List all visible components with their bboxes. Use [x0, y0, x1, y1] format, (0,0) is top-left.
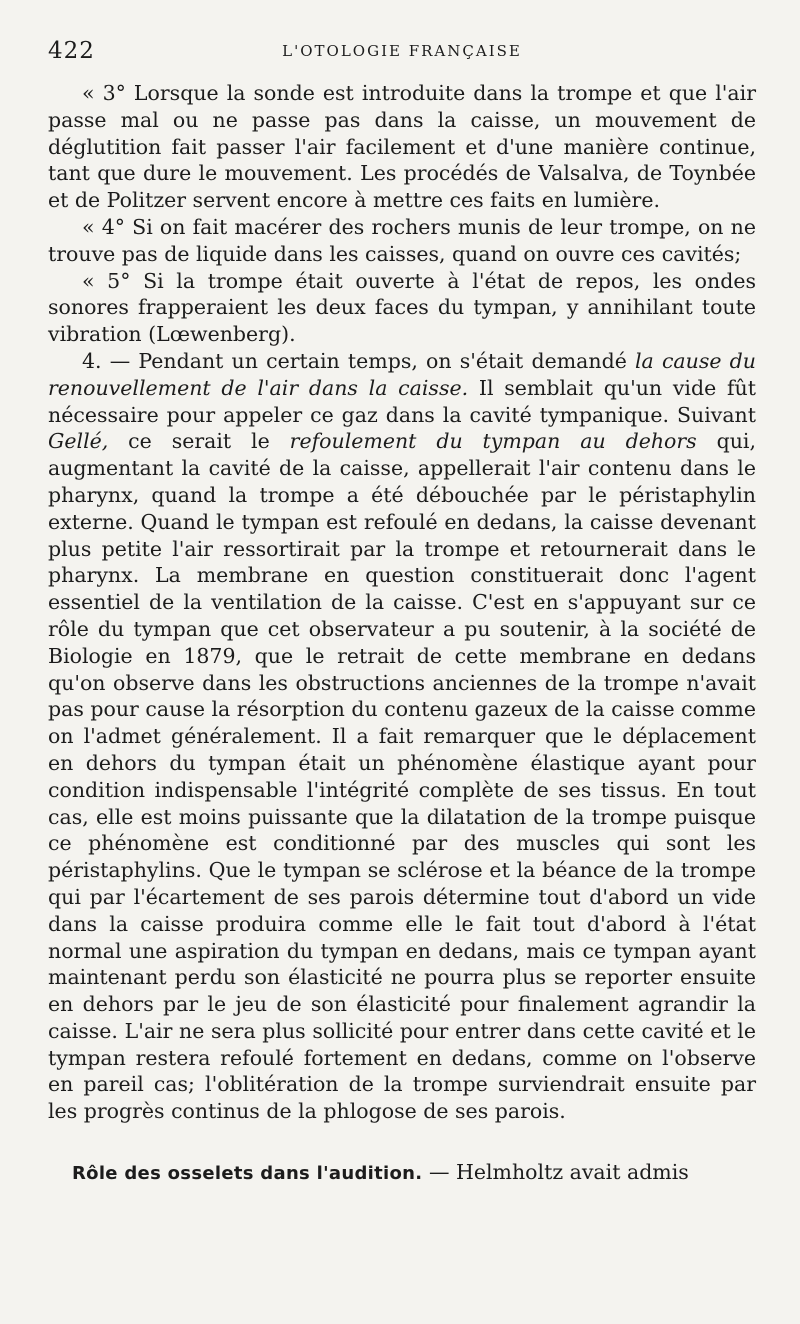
paragraph: [48, 268, 756, 348]
text-run: 4. — Pendant un certain temps, on s'était demandé: [82, 348, 635, 373]
section-divider-space: [48, 1125, 756, 1159]
text-run: « 3° Lorsque la sonde est introduite dans la trompe et que l'air passe mal ou ne passe pas dans la caisse, un mouvement de déglutition fait passer l'air facilement et d'une manière continue, tant que dure le mouvement. Les procédés de Valsalva, de Toynbée et de Politzer servent encore à mettre ces faits en lumière.: [48, 81, 756, 213]
text-run: « 4° Si on fait macérer des rochers munis de leur trompe, on ne trouve pas de liquide dans les caisses, quand on ouvre ces cavités;: [48, 214, 756, 266]
paragraph: [48, 348, 756, 1125]
section-heading: Rôle des osselets dans l'audition.: [72, 1163, 423, 1185]
text-run: ce serait le: [108, 429, 290, 454]
italic-text-run: Gellé,: [48, 429, 109, 454]
text-run: Il semblait qu'un vide fût nécessaire pour appeler ce gaz dans la cavité tympanique. Suivant: [48, 375, 756, 427]
text-run: qui, augmentant la cavité de la caisse, appellerait l'air contenu dans le pharynx, quand la trompe a été débouchée par le péristaphylin externe. Quand le tympan est refoulé en dedans, la caisse devenant plus petite l'air ressortirait par la trompe et retournerait dans le pharynx. La membrane en question constituerait donc l'agent essentiel de la ventilation de la caisse. C'est en s'appuyant sur ce rôle du tympan que cet observateur a pu soutenir, à la société de Biologie en 1879, que le retrait de cette membrane en dedans qu'on observe dans les obstructions anciennes de la trompe n'avait pas pour cause la résorption du contenu gazeux de la caisse comme on l'admet généralement. Il a fait remarquer que le déplacement en dehors du tympan était un phénomène élastique ayant pour condition indispensable l'intégrité complète de ses tissus. En tout cas, elle est moins puissante que la dilatation de la trompe puisque ce phénomène est conditionné par des muscles qui sont les péristaphylins. Que le tympan se sclérose et la béance de la trompe qui par l'écartement de ses parois détermine tout d'abord un vide dans la caisse produira comme elle le fait tout d'abord à l'état normal une aspiration du tympan en dedans, mais ce tympan ayant maintenant perdu son élasticité ne pourra plus se reporter ensuite en dehors par le jeu de son élasticité pour finalement agrandir la caisse. L'air ne sera plus sollicité pour entrer dans cette cavité et le tympan restera refoulé fortement en dedans, comme on l'observe en pareil cas; l'oblitération de la trompe surviendrait ensuite par les progrès continus de la phlogose de ses parois.: [48, 429, 756, 1124]
page-number: 422: [48, 38, 95, 64]
italic-text-run: refoulement du tympan au dehors: [289, 429, 697, 454]
paragraph: [48, 214, 756, 268]
running-title: L'OTOLOGIE FRANÇAISE: [282, 42, 522, 60]
italic-text-run: la cause du renouvellement de l'air dans la caisse.: [48, 348, 756, 400]
section-paragraph: [48, 1159, 756, 1188]
document-page: [48, 30, 756, 1188]
page-header: [48, 30, 756, 70]
text-run: « 5° Si la trompe était ouverte à l'état de repos, les ondes sonores frapperaient les deux faces du tympan, y annihilant toute vibration (Lœwenberg).: [48, 268, 756, 347]
paragraph: [48, 80, 756, 214]
section-text: — Helmholtz avait admis: [422, 1160, 689, 1185]
body-text: [48, 80, 756, 1188]
